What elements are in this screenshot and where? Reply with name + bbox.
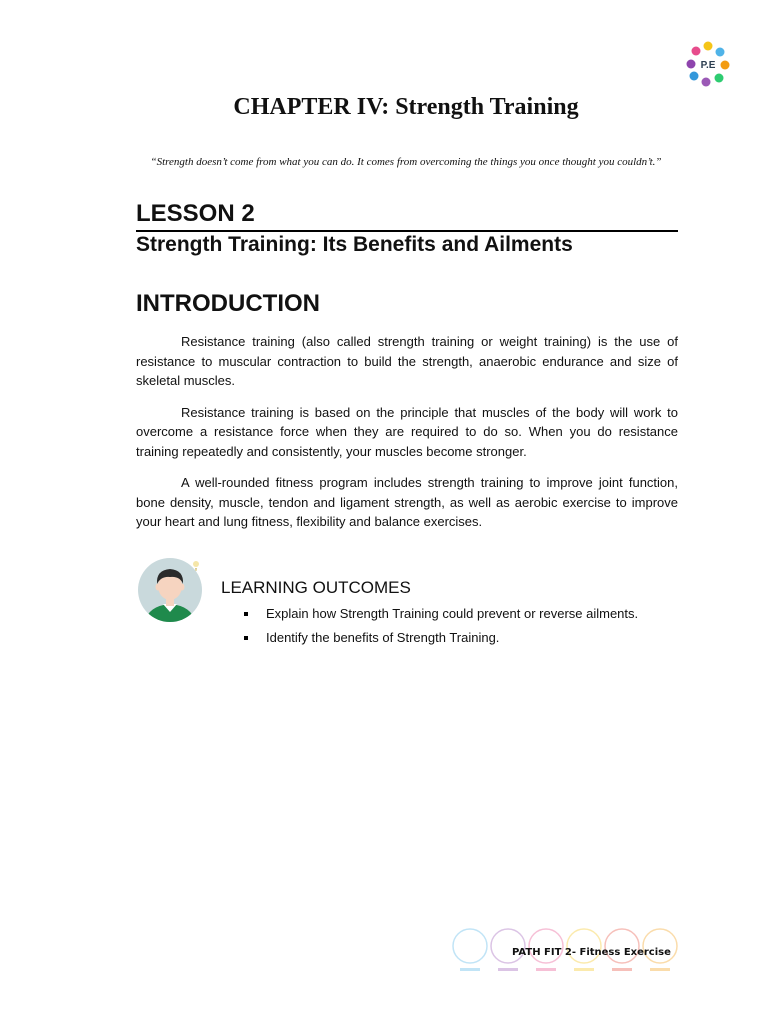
intro-paragraph: Resistance training is based on the principle that muscles of the body will work to overcome a resistance force when they are required to do so. When you do resistance training repeatedly and consistently, your muscles become stronger.: [136, 404, 678, 459]
list-item-text: Explain how Strength Training could prevent or reverse ailments.: [266, 606, 639, 621]
square-bullet-icon: [244, 612, 248, 616]
chapter-title: CHAPTER IV: Strength Training: [233, 94, 579, 120]
pe-logo-icon: [684, 40, 732, 88]
introduction-body: [136, 332, 678, 544]
lesson-label: LESSON 2: [136, 200, 255, 227]
pe-logo-text: P.E: [700, 60, 716, 71]
lesson-divider: [136, 230, 678, 232]
chapter-quote: “Strength doesn’t come from what you can do. It comes from overcoming the things you once thought you couldn’t.”: [150, 156, 662, 168]
introduction-heading: INTRODUCTION: [136, 290, 320, 317]
list-item: [244, 606, 638, 622]
footer-course-label: PATH FIT 2- Fitness Exercise: [512, 947, 671, 958]
list-item-text: Identify the benefits of Strength Training.: [266, 630, 500, 645]
square-bullet-icon: [244, 636, 248, 640]
intro-paragraph: Resistance training (also called strength training or weight training) is the use of resistance to muscular contraction to build the strength, anaerobic endurance and size of skeletal muscles.: [136, 334, 678, 388]
learning-outcomes-heading: LEARNING OUTCOMES: [221, 578, 411, 597]
list-item: [244, 630, 638, 646]
learning-outcomes-list: [244, 606, 638, 654]
student-avatar-icon: [136, 556, 206, 626]
intro-paragraph: A well-rounded fitness program includes strength training to improve joint function, bone density, muscle, tendon and ligament strength, as well as aerobic exercise to improve your heart and lung fitness, flexibility and balance exercises.: [136, 475, 678, 529]
lesson-title: Strength Training: Its Benefits and Ailments: [136, 233, 573, 256]
